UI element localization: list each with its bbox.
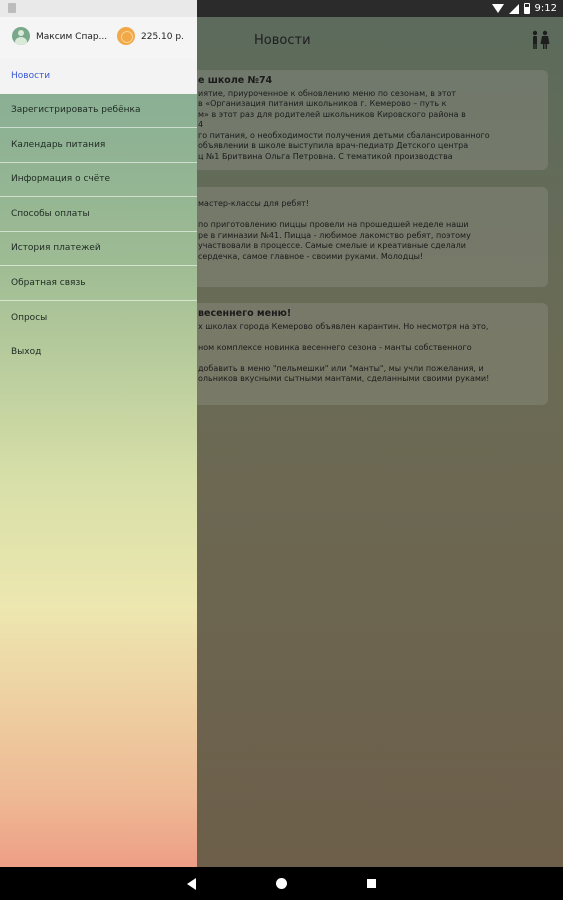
drawer-header bbox=[0, 17, 197, 59]
battery-icon bbox=[524, 3, 530, 14]
menu-item-meal-calendar[interactable]: Календарь питания bbox=[0, 128, 197, 163]
wifi-icon bbox=[492, 4, 504, 13]
user-name[interactable]: Максим Спар... bbox=[36, 32, 108, 42]
drawer-status-area bbox=[0, 0, 197, 17]
status-time: 9:12 bbox=[534, 3, 557, 14]
back-icon[interactable] bbox=[187, 878, 196, 890]
menu-item-payment-methods[interactable]: Способы оплаты bbox=[0, 197, 197, 232]
menu-item-payment-history[interactable]: История платежей bbox=[0, 232, 197, 267]
menu-item-feedback[interactable]: Обратная связь bbox=[0, 266, 197, 301]
news-title: е школе №74 bbox=[198, 75, 273, 86]
news-text: мастер-классы для ребят! по приготовлению пиццы провели на прошедшей неделе наши ре в гимназии №41. Пицца - любимое лакомство ребят, поэтому участвовали в процессе. Самые смелые и креативные сделали сердечка, самое главное - своими руками. Молодцы! bbox=[198, 199, 471, 261]
drawer-menu bbox=[0, 59, 197, 370]
account-balance[interactable]: 225.10 р. bbox=[141, 32, 184, 42]
news-title: весеннего меню! bbox=[198, 308, 292, 319]
menu-item-register-child[interactable]: Зарегистрировать ребёнка bbox=[0, 94, 197, 129]
menu-item-account-info[interactable]: Информация о счёте bbox=[0, 163, 197, 198]
signal-icon bbox=[509, 4, 519, 14]
system-navigation-bar bbox=[0, 867, 563, 900]
menu-item-news[interactable]: Новости bbox=[0, 59, 197, 94]
recent-apps-icon[interactable] bbox=[367, 879, 376, 888]
coin-icon[interactable] bbox=[117, 27, 135, 45]
menu-item-logout[interactable]: Выход bbox=[11, 347, 42, 358]
navigation-drawer bbox=[0, 0, 197, 867]
page-title: Новости bbox=[254, 33, 311, 48]
menu-item-surveys[interactable]: Опросы bbox=[11, 312, 48, 323]
user-avatar-icon[interactable] bbox=[12, 27, 30, 45]
notification-icon bbox=[8, 3, 16, 13]
news-text: иятие, приуроченное к обновлению меню по сезонам, в этот в «Организация питания школьников г. Кемерово – путь к м» в этот раз для родителей школьников Кировского района в 4 го питания, о необходимости получения детьми сбалансированного объявлении в школе выступила врач-педиатр Детского центра ц №1 Бритвина Ольга Петровна. С тематикой производства bbox=[198, 88, 490, 161]
home-icon[interactable] bbox=[276, 878, 287, 889]
news-text: х школах города Кемерово объявлен карантин. Но несмотря на это, ном комплексе новинка весеннего сезона - манты собственного добавить в меню "пельмешки" или "манты", мы учли пожелания, и ольников вкусными сытными мантами, сделанными своими руками! bbox=[198, 321, 490, 383]
